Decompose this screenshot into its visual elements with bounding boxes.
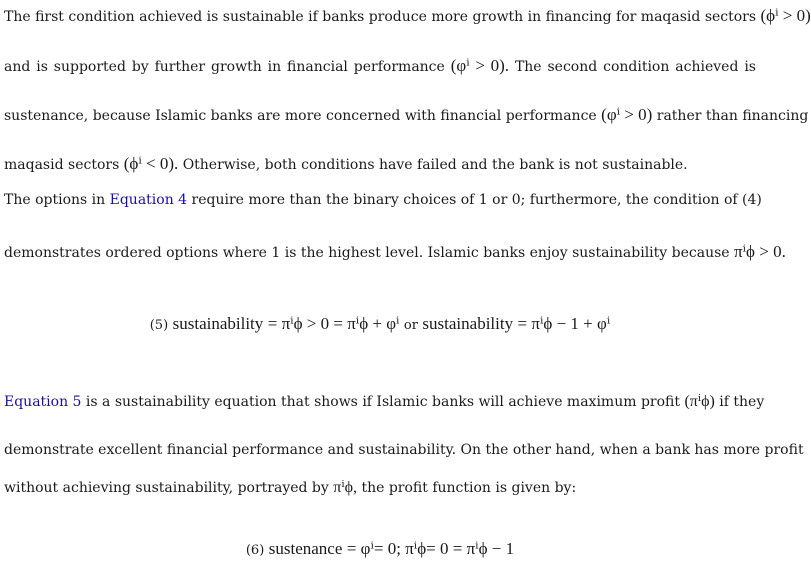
- paragraph-1-line-2: [4, 56, 756, 77]
- paragraph-3-line-1: [4, 392, 765, 412]
- math-inline: πⁱϕ > 0.: [734, 242, 786, 261]
- equation-expression-2: = πⁱϕ − 1 + φⁱ: [517, 314, 611, 333]
- body-text: demonstrates ordered options where 1 is the highest level. Islamic banks enjoy sustainability because: [4, 245, 730, 261]
- equation-lhs: sustainability: [172, 314, 264, 333]
- body-text: is a sustainability equation that shows if Islamic banks will achieve maximum profit: [85, 394, 680, 410]
- paragraph-1-line-4: [4, 154, 756, 175]
- equation-or: or: [403, 318, 418, 333]
- paragraph-1-line-1: [4, 6, 811, 27]
- body-text: maqasid sectors: [4, 157, 120, 173]
- paragraph-2-line-1: [4, 190, 762, 210]
- equation-5: [0, 314, 760, 336]
- math-inline: (φⁱ > 0).: [450, 56, 510, 75]
- equation-4-link[interactable]: Equation 4: [109, 192, 188, 208]
- paragraph-2-line-2: [4, 242, 786, 263]
- body-text: The first condition achieved is sustainable if banks produce more growth in financing for maqasid sectors: [4, 9, 757, 25]
- body-text: rather than financing: [656, 108, 809, 124]
- body-text: the profit function is given by:: [361, 480, 577, 496]
- equation-number: (5): [149, 318, 169, 333]
- body-text: Otherwise, both conditions have failed and the bank is not sustainable.: [182, 157, 688, 173]
- math-inline: (πⁱϕ): [684, 393, 715, 410]
- body-text: demonstrate excellent financial performance and sustainability. On the other hand, when a bank has more profit: [4, 442, 804, 458]
- equation-expression: = πⁱϕ > 0 = πⁱϕ + φⁱ: [267, 314, 400, 333]
- equation-6: [0, 539, 760, 561]
- math-inline: (ϕⁱ < 0).: [123, 154, 179, 173]
- body-text: sustenance, because Islamic banks are more concerned with financial performance: [4, 108, 597, 124]
- paragraph-1-line-3: [4, 105, 809, 126]
- math-inline: (ϕⁱ > 0): [760, 6, 811, 25]
- body-text: The second condition achieved is: [514, 59, 756, 75]
- math-inline: (φⁱ > 0): [601, 105, 653, 124]
- body-text: and is supported by further growth in financial performance: [4, 59, 445, 75]
- math-inline: πⁱϕ,: [333, 479, 357, 496]
- paragraph-3-line-2: [4, 440, 804, 460]
- body-text: require more than the binary choices of 1 or 0; furthermore, the condition of (4): [191, 192, 762, 208]
- equation-5-link[interactable]: Equation 5: [4, 394, 82, 410]
- body-text: if they: [719, 394, 765, 410]
- body-text: without achieving sustainability, portrayed by: [4, 480, 329, 496]
- body-text: The options in: [4, 192, 106, 208]
- equation-lhs-2: sustainability: [422, 314, 514, 333]
- paragraph-3-line-3: [4, 478, 756, 498]
- equation-number: (6): [245, 543, 265, 558]
- equation-lhs: sustenance: [268, 539, 343, 558]
- equation-expression: = φⁱ= 0; πⁱϕ= 0 = πⁱϕ − 1: [346, 539, 515, 558]
